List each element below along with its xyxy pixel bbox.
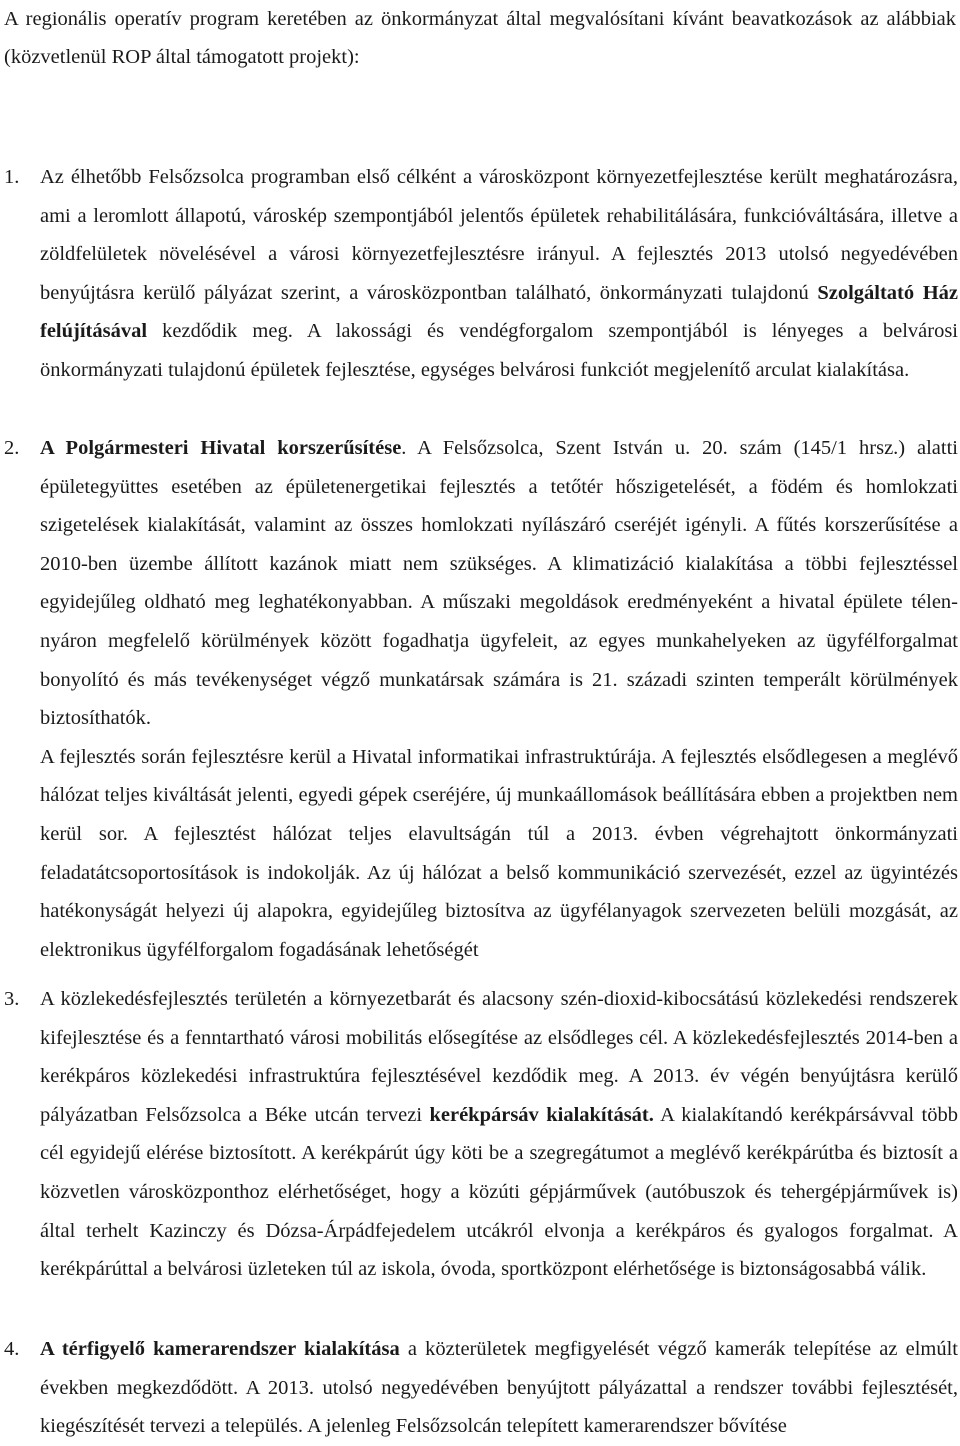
item-2-text-a: . A Felsőzsolca, Szent István u. 20. szám (145/1 hrsz.) alatti épületegyüttes esetében az épületenergetikai fejlesztés a tetőtér hőszigetelését, a födém és homlokzati szigetelések kialakítását, valamint az összes homlokzati nyílászáró cseréjét igényli. A fűtés korszerűsítése a 2010-ben üzembe állított kazánok miatt nem szükséges. A klimatizáció kialakítása a többi fejlesztéssel egyidejűleg oldható meg leghatékonyabban. A műszaki megoldások eredményeként a hivatal épülete télen-nyáron megfelelő körülmények között fogadhatja ügyfeleit, az egyes munkahelyeken az ügyfélforgalmat bonyolító és más tevékenységet végző munkatársak számára is 21. századi szinten temperált körülmények biztosíthatók. bbox=[40, 437, 958, 730]
item-1-text-b: kezdődik meg. A lakossági és vendégforgalom szempontjából is lényeges a belvárosi önkormányzati tulajdonú épületek fejlesztése, egységes belvárosi funkciót megjelenítő arculat kialakítása. bbox=[40, 320, 958, 381]
item-4-bold-text: A térfigyelő kamerarendszer kialakítása bbox=[40, 1338, 400, 1360]
item-4-paragraph bbox=[40, 1330, 958, 1446]
item-3-paragraph bbox=[40, 980, 958, 1289]
list-number: 1. bbox=[4, 166, 20, 188]
item-3-text-a: A közlekedésfejlesztés területén a környezetbarát és alacsony szén-dioxid-kibocsátású közlekedési rendszerek kifejlesztése és a fenntartható városi mobilitás elősegítése az elsődleges cél. A közlekedésfejlesztés 2014-ben a kerékpáros közlekedési infrastruktúra fejlesztésével kezdődik meg. A 2013. év végén benyújtásra kerülő pályázatban Felsőzsolca a Béke utcán tervezi bbox=[40, 988, 958, 1126]
item-1-paragraph bbox=[40, 158, 958, 390]
list-item-2 bbox=[0, 429, 958, 969]
list-item-body bbox=[40, 158, 958, 390]
list-number: 4. bbox=[4, 1338, 20, 1360]
list-item-1 bbox=[0, 158, 958, 390]
list-item-3 bbox=[0, 980, 958, 1289]
item-1-text-a: Az élhetőbb Felsőzsolca programban első célként a városközpont környezetfejlesztése került meghatározásra, ami a leromlott állapotú, városkép szempontjából jelentős épületek rehabilitálására, funkcióváltására, illetve a zöldfelületek növelésével a városi környezetfejlesztésre irányul. A fejlesztés 2013 utolsó negyedévében benyújtásra kerülő pályázat szerint, a városközpontban található, önkormányzati tulajdonú bbox=[40, 166, 958, 304]
item-1-bold-text: Szolgáltató Ház felújításával bbox=[40, 281, 958, 343]
item-3-bold-text: kerékpársáv kialakítását. bbox=[429, 1103, 654, 1126]
item-4-text-a: a közterületek megfigyelését végző kamerák telepítése az elmúlt években megkezdődött. A 2013. utolsó negyedévében benyújtott pályázattal a rendszer további fejlesztését, kiegészítését tervezi a település. A jelenleg Felsőzsolcán telepített kamerarendszer bővítése bbox=[40, 1338, 958, 1438]
intro-paragraph: A regionális operatív program keretében az önkormányzat által megvalósítani kívánt beavatkozások az alábbiak (közvetlenül ROP által támogatott projekt): bbox=[4, 8, 956, 68]
item-2-bold-text: A Polgármesteri Hivatal korszerűsítése bbox=[40, 437, 402, 459]
list-item-body bbox=[40, 429, 958, 969]
item-3-text-b: A kialakítandó kerékpársávval több cél egyidejű elérése biztosított. A kerékpárút úgy köti be a szegregátumot a meglévő kerékpárútba és biztosít a közvetlen városközponthoz elérhetőséget, hogy a közúti gépjárművek (autóbuszok és tehergépjárművek is) által terhelt Kazinczy és Dózsa-Árpádfejedelem utcákról elvonja a kerékpáros és gyalogos forgalmat. A kerékpárúttal a belvárosi üzleteken túl az iskola, óvoda, sportközpont elérhetősége is biztonságosabbá válik. bbox=[40, 1103, 958, 1281]
item-2-paragraph bbox=[40, 429, 958, 738]
list-number: 2. bbox=[4, 437, 20, 459]
item-2-paragraph-2: A fejlesztés során fejlesztésre kerül a Hivatal informatikai infrastruktúrája. A fejlesztés elsődlegesen a meglévő hálózat teljes kiváltását jelenti, egyedi gépek cseréjére, új munkaállomások beállítására ebben a projektben nem kerül sor. A fejlesztést hálózat teljes elavultságán túl a 2013. évben végrehajtott önkormányzati feladatátcsoportosítások is indokolják. Az új hálózat a belső kommunikáció szervezését, ezzel az ügyintézés hatékonyságát helyezi új alapokra, egyidejűleg biztosítva az ügyfélanyagok szervezeten belüli mozgását, az elektronikus ügyfélforgalom fogadásának lehetőségét bbox=[40, 745, 958, 961]
list-item-body bbox=[40, 980, 958, 1289]
list-item-body bbox=[40, 1330, 958, 1446]
list-number: 3. bbox=[4, 988, 20, 1010]
list-item-4 bbox=[0, 1330, 958, 1446]
